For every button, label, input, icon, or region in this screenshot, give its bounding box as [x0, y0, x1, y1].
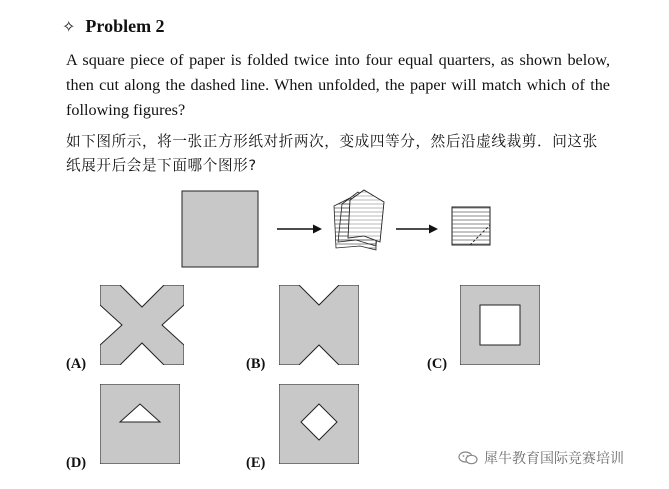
option-c-label: (C) — [427, 356, 448, 372]
wechat-icon — [458, 451, 478, 465]
arrow-icon — [277, 225, 322, 234]
problem-title: Problem 2 — [85, 16, 165, 36]
option-e-label: (E) — [246, 455, 266, 471]
option-d-label: (D) — [66, 455, 87, 471]
full-square — [182, 191, 258, 267]
option-a-figure — [100, 285, 184, 365]
folded-paper — [334, 190, 384, 250]
option-e-figure — [279, 384, 359, 464]
option-d-figure — [100, 384, 180, 464]
watermark — [458, 448, 624, 468]
problem-statement-en: A square piece of paper is folded twice into four equal quarters, as shown below, then cut along the dashed line. When unfolded, the paper will match which of the following figures? — [66, 51, 610, 119]
problem-header — [62, 16, 165, 37]
arrow-icon — [396, 225, 438, 234]
diamond-icon: ✧ — [62, 17, 76, 36]
fold-sequence-diagram — [170, 186, 515, 272]
option-b-label: (B) — [246, 356, 266, 372]
quarter-square-with-cut — [452, 207, 490, 245]
watermark-text: 犀牛教育国际竞赛培训 — [484, 451, 624, 467]
problem-statement-zh: 如下图所示，将一张正方形纸对折两次，变成四等分，然后沿虚线裁剪．问这张纸展开后会是下面哪个图形? — [66, 133, 598, 174]
option-a-label: (A) — [66, 356, 87, 372]
option-c-figure — [460, 285, 540, 365]
option-b-figure — [279, 285, 359, 365]
